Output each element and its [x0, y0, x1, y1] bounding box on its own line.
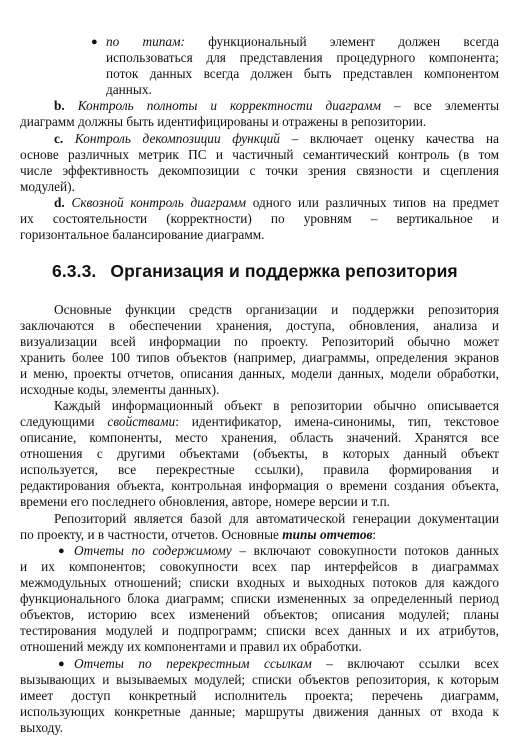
text-line: модулей).	[20, 179, 75, 194]
text-line: Каждый информационный объект в репозитории обычно описывается	[54, 398, 499, 413]
text-line: основе различных метрик ПС и частичный семантический контроль (в том	[20, 147, 499, 162]
text-line: имеет доступ конкретный исполнитель проекта; перечень диаграмм,	[20, 688, 499, 703]
text-line: хранить более 100 типов объектов (например, диаграммы, определения экранов	[20, 350, 499, 365]
text-line: использующих конкретные данные; маршруты движения данных от входа к	[20, 704, 499, 719]
text-line: функционального блока диаграмм; списки измененных за определенный период	[20, 591, 499, 606]
text-line: вызывающих и вызываемых модулей; списки объектов репозитория, к которым	[20, 672, 499, 687]
text-line: использоваться для представления процедурного компонента;	[106, 50, 499, 65]
text-line: и их компонентов; совокупности всех пар интерфейсов в диаграммах	[20, 559, 499, 574]
bullet-marker: ●	[91, 36, 98, 48]
text-line: следующими свойствами: идентификатор, имена-синонимы, тип, текстовое	[20, 414, 499, 429]
text-line: горизонтальное балансирование диаграмм.	[20, 227, 265, 242]
text-line: отношения с другими объектами (объекты, в которых данный объект	[20, 446, 499, 461]
text-line: времени его последнего обновления, авторе, номере версии и т.п.	[20, 494, 391, 509]
text-line: используется, все перекрестные ссылки), правила формирования и	[20, 462, 499, 477]
text-line: редактирования объекта, контрольная информация о времени создания объекта,	[20, 478, 499, 493]
text-line: исходные коды, элементы данных).	[20, 382, 220, 397]
bullet-marker: ●	[58, 545, 65, 557]
text-line: и меню, проекты отчетов, описания данных, модели данных, модели обработки,	[20, 366, 499, 381]
text-line: по проекту, и в частности, отчетов. Основные типы отчетов:	[20, 527, 377, 542]
text-line: тестирования модулей и подпрограмм; списки всех данных и их атрибутов,	[20, 623, 499, 638]
bullet-marker: ●	[58, 658, 65, 670]
text-line: их состоятельности (корректности) по уровням – вертикальное и	[20, 211, 499, 226]
text-line: данных.	[106, 82, 152, 97]
text-line: заключаются в обеспечении хранения, доступа, обновления, анализа и	[20, 318, 499, 333]
section-title: Организация и поддержка репозитория	[110, 261, 458, 281]
text-line: объектов, историю всех изменений объектов; описания модулей; планы	[20, 607, 499, 622]
text-line: c. Контроль декомпозиции функций – включает оценку качества на	[54, 131, 499, 146]
section-heading	[52, 260, 458, 282]
text-line: Репозиторий является базой для автоматической генерации документации	[54, 511, 499, 526]
text-line: d. Сквозной контроль диаграмм одного или различных типов на предмет	[54, 195, 499, 210]
text-line: по типам: функциональный элемент должен всегда	[106, 34, 499, 49]
text-line: b. Контроль полноты и корректности диаграмм – все элементы	[54, 98, 499, 113]
text-line: Отчеты по перекрестным ссылкам – включают ссылки всех	[74, 656, 499, 671]
text-line: выходу.	[20, 720, 64, 735]
text-line: Основные функции средств организации и поддержки репозитория	[54, 302, 499, 317]
text-line: описание, компоненты, место хранения, область значений. Хранятся все	[20, 430, 499, 445]
text-line: межмодульных отношений; списки входных и выходных потоков для каждого	[20, 575, 499, 590]
text-line: Отчеты по содержимому – включают совокупности потоков данных	[74, 543, 499, 558]
section-number: 6.3.3.	[52, 261, 97, 281]
text-line: отношений между их компонентами и правил их обработки.	[20, 639, 362, 654]
text-line: поток данных всегда должен быть представлен компонентом	[106, 66, 499, 81]
text-line: числе эффективность декомпозиции с точки зрения связности и сцепления	[20, 163, 499, 178]
text-line: визуализации всей информации по проекту. Репозиторий обычно может	[20, 334, 499, 349]
text-line: диаграмм должны быть идентифицированы и отражены в репозитории.	[20, 114, 427, 129]
